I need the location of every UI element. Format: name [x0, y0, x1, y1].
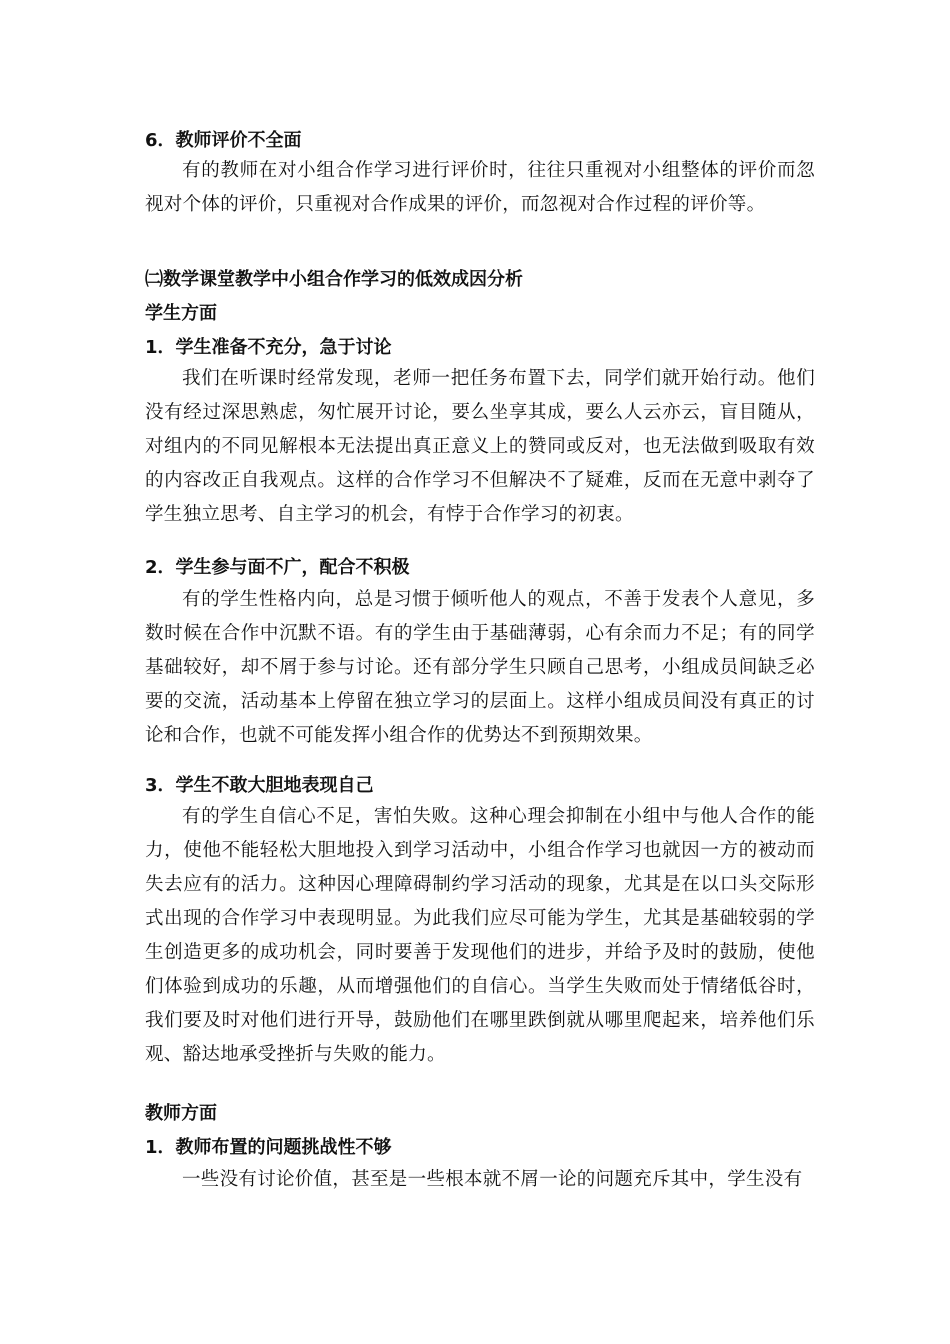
- section-heading-low-efficiency-analysis: ㈡数学课堂教学中小组合作学习的低效成因分析: [145, 269, 523, 290]
- item-heading-question-challenge: 1．教师布置的问题挑战性不够: [145, 1137, 392, 1158]
- section-heading-teacher-evaluation: 6．教师评价不全面: [145, 130, 302, 151]
- subsection-heading-students: 学生方面: [145, 303, 217, 324]
- item-heading-student-participation: 2．学生参与面不广，配合不积极: [145, 557, 410, 578]
- paragraph-student-preparation: 我们在听课时经常发现，老师一把任务布置下去，同学们就开始行动。他们没有经过深思熟虑，匆忙展开讨论，要么坐享其成，要么人云亦云，盲目随从，对组内的不同见解根本无法提出真正意义上的赞同或反对，也无法做到吸取有效的内容改正自我观点。这样的合作学习不但解决不了疑难，反而在无意中剥夺了学生独立思考、自主学习的机会，有悖于合作学习的初衷。: [145, 368, 815, 525]
- item-heading-student-preparation: 1．学生准备不充分，急于讨论: [145, 337, 392, 358]
- paragraph-question-challenge: 一些没有讨论价值，甚至是一些根本就不屑一论的问题充斥其中，学生没有: [182, 1169, 803, 1190]
- paragraph-student-confidence: 有的学生自信心不足，害怕失败。这种心理会抑制在小组中与他人合作的能力，使他不能轻松大胆地投入到学习活动中，小组合作学习也就因一方的被动而失去应有的活力。这种因心理障碍制约学习活动的现象，尤其是在以口头交际形式出现的合作学习中表现明显。为此我们应尽可能为学生，尤其是基础较弱的学生创造更多的成功机会，同时要善于发现他们的进步，并给予及时的鼓励，使他们体验到成功的乐趣，从而增强他们的自信心。当学生失败而处于情绪低谷时，我们要及时对他们进行开导，鼓励他们在哪里跌倒就从哪里爬起来，培养他们乐观、豁达地承受挫折与失败的能力。: [145, 806, 815, 1065]
- item-heading-student-confidence: 3．学生不敢大胆地表现自己: [145, 775, 374, 796]
- paragraph-student-participation: 有的学生性格内向，总是习惯于倾听他人的观点，不善于发表个人意见，多数时候在合作中沉默不语。有的学生由于基础薄弱，心有余而力不足；有的同学基础较好，却不屑于参与讨论。还有部分学生只顾自己思考，小组成员间缺乏必要的交流，活动基本上停留在独立学习的层面上。这样小组成员间没有真正的讨论和合作，也就不可能发挥小组合作的优势达不到预期效果。: [145, 589, 815, 746]
- paragraph-teacher-evaluation: 有的教师在对小组合作学习进行评价时，往往只重视对小组整体的评价而忽视对个体的评价，只重视对合作成果的评价，而忽视对合作过程的评价等。: [145, 160, 815, 215]
- subsection-heading-teachers: 教师方面: [145, 1103, 217, 1124]
